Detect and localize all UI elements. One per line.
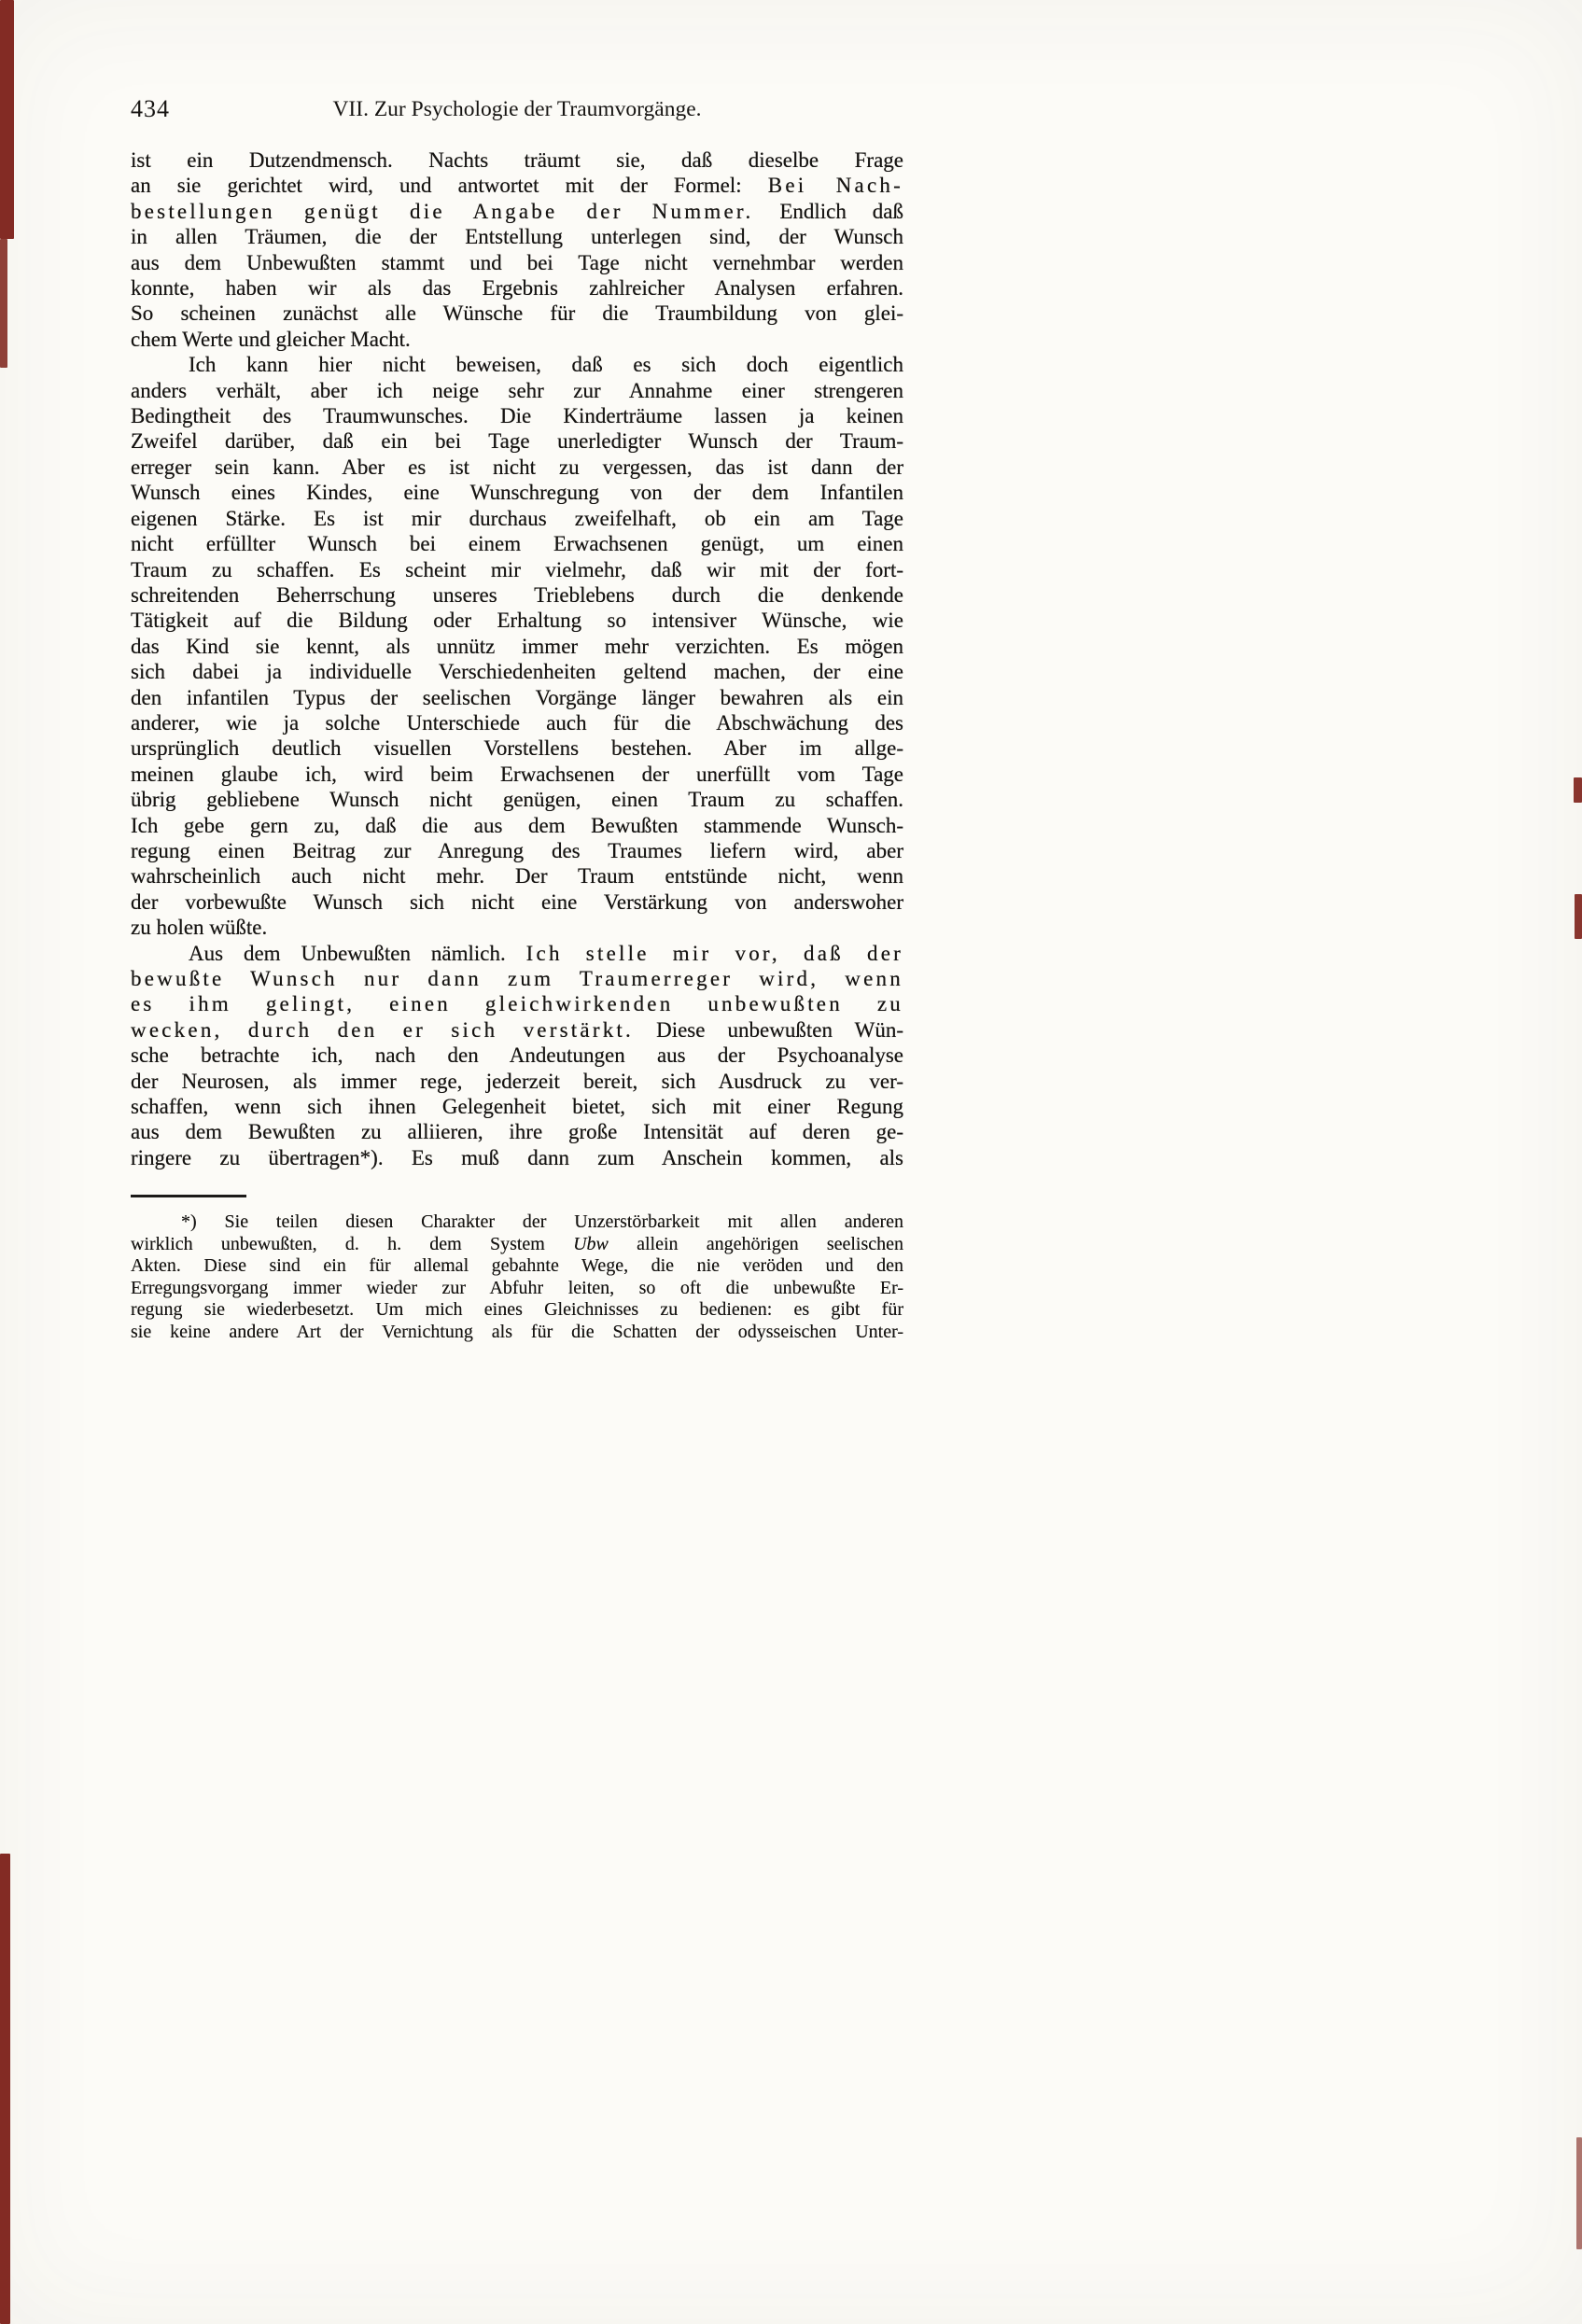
text-run: So scheinen zunächst alle Wünsche für die Traumbildung von glei- [131, 301, 903, 326]
body-line [131, 301, 903, 326]
body-line [131, 378, 903, 403]
body-line [131, 275, 903, 301]
body-line [131, 863, 903, 889]
body-line [131, 199, 903, 224]
body-line [131, 403, 903, 428]
left-bottom-edge-strip [0, 1854, 10, 2324]
body-line [131, 685, 903, 710]
text-run: übrig gebliebene Wunsch nicht genügen, einen Traum zu schaffen. [131, 788, 903, 812]
body-line [131, 1017, 903, 1043]
body-line [131, 506, 903, 531]
body-line [131, 1094, 903, 1119]
emphasized-letterspaced-text: bestellungen genügt die Angabe der Nummer. [131, 199, 754, 223]
emphasized-letterspaced-text: wecken, durch den er sich verstärkt. [131, 1017, 635, 1042]
body-line [131, 915, 903, 940]
text-run: schaffen, wenn sich ihnen Gelegenheit bietet, sich mit einer Regung [131, 1095, 903, 1119]
text-run: schreitenden Beherrschung unseres Trieblebens durch die denkende [131, 582, 903, 607]
body-line [131, 455, 903, 480]
footnote-line [131, 1211, 903, 1234]
text-run: zu holen wüßte. [131, 916, 268, 940]
body-line [131, 941, 903, 966]
running-head: VII. Zur Psychologie der Traumvorgänge. [332, 97, 702, 121]
text-run: *) Sie teilen diesen Charakter der Unzerstörbarkeit mit allen anderen [181, 1211, 903, 1232]
body-text [131, 147, 903, 1170]
footnote-text [131, 1211, 903, 1344]
body-line [131, 173, 903, 198]
body-line [131, 428, 903, 454]
italic-text: Ubw [573, 1233, 609, 1254]
text-run: Akten. Diese sind ein für allemal gebahnte Wege, die nie veröden und den [131, 1255, 903, 1277]
body-line [131, 1145, 903, 1170]
left-top-edge-strip-tail [0, 239, 7, 368]
body-line [131, 250, 903, 275]
text-run: der vorbewußte Wunsch sich nicht eine Verstärkung von anderswoher [131, 889, 903, 914]
text-run: anderer, wie ja solche Unterschiede auch für die Abschwächung des [131, 710, 903, 735]
page-number: 434 [131, 95, 170, 122]
body-line [131, 634, 903, 659]
emphasized-letterspaced-text: Ich stelle mir vor, daß der [525, 941, 903, 965]
text-run: Erregungsvorgang immer wieder zur Abfuhr leiten, so oft die unbewußte Er- [131, 1277, 903, 1298]
body-line [131, 531, 903, 556]
body-line [131, 327, 903, 352]
footnote-line [131, 1322, 903, 1344]
body-line [131, 762, 903, 787]
text-run: anders verhält, aber ich neige sehr zur Annahme einer strengeren [131, 378, 903, 402]
body-line [131, 710, 903, 735]
body-line [131, 224, 903, 249]
footnote-rule [131, 1195, 246, 1197]
page-header [131, 95, 903, 127]
text-run: Traum zu schaffen. Es scheint mir vielmehr, daß wir mit der fort- [131, 557, 903, 581]
text-run: aus dem Unbewußten stammt und bei Tage nicht vernehmbar werden [131, 250, 903, 274]
text-run: allein angehörigen seelischen [608, 1233, 904, 1254]
text-run: Aus dem Unbewußten nämlich. [189, 941, 526, 965]
footnote-line [131, 1255, 903, 1278]
text-run: sich dabei ja individuelle Verschiedenheiten geltend machen, der eine [131, 660, 903, 684]
emphasized-letterspaced-text: es ihm gelingt, einen gleichwirkenden unbewußten zu [131, 992, 903, 1016]
text-run: Wunsch eines Kindes, eine Wunschregung von der dem Infantilen [131, 481, 903, 505]
text-run: konnte, haben wir als das Ergebnis zahlreicher Analysen erfahren. [131, 276, 903, 301]
body-line [131, 889, 903, 915]
text-run: an sie gerichtet wird, und antwortet mit der Formel: [131, 174, 768, 198]
body-line [131, 813, 903, 838]
text-run: sie keine andere Art der Vernichtung als für die Schatten der odysseischen Unter- [131, 1321, 903, 1342]
text-run: wirklich unbewußten, d. h. dem System [131, 1233, 574, 1254]
text-run: erreger sein kann. Aber es ist nicht zu vergessen, das ist dann der [131, 455, 903, 479]
text-run: eigenen Stärke. Es ist mir durchaus zweifelhaft, ob ein am Tage [131, 506, 903, 530]
text-run: chem Werte und gleicher Macht. [131, 327, 411, 351]
text-run: in allen Träumen, die der Entstellung unterlegen sind, der Wunsch [131, 225, 903, 249]
body-line [131, 787, 903, 812]
body-line [131, 352, 903, 377]
text-run: den infantilen Typus der seelischen Vorgänge länger bewahren als ein [131, 685, 903, 709]
text-run: Zweifel darüber, daß ein bei Tage unerledigter Wunsch der Traum- [131, 429, 903, 454]
body-line [131, 659, 903, 684]
body-line [131, 480, 903, 505]
body-line [131, 1069, 903, 1094]
text-run: wahrscheinlich auch nicht mehr. Der Traum entstünde nicht, wenn [131, 864, 903, 889]
text-run: ursprünglich deutlich visuellen Vorstellens bestehen. Aber im allge- [131, 736, 903, 761]
right-bottom-edge-mark [1576, 2137, 1582, 2249]
footnote-line [131, 1299, 903, 1322]
text-run: ringere zu übertragen*). Es muß dann zum Anschein kommen, als [131, 1145, 903, 1169]
emphasized-letterspaced-text: Bei Nach- [767, 174, 903, 198]
text-run: ist ein Dutzendmensch. Nachts träumt sie, daß dieselbe Frage [131, 148, 903, 172]
text-run: nicht erfüllter Wunsch bei einem Erwachsenen genügt, um einen [131, 532, 903, 556]
text-run: der Neurosen, als immer rege, jederzeit bereit, sich Ausdruck zu ver- [131, 1069, 903, 1093]
body-line [131, 1119, 903, 1144]
text-run: aus dem Bewußten zu alliieren, ihre große Intensität auf deren ge- [131, 1120, 903, 1144]
body-line [131, 582, 903, 608]
right-edge-mark-2 [1575, 894, 1582, 939]
text-run: Bedingtheit des Traumwunsches. Die Kinderträume lassen ja keinen [131, 404, 903, 428]
footnote-line [131, 1278, 903, 1300]
body-line [131, 1043, 903, 1068]
body-line [131, 147, 903, 173]
text-run: regung sie wiederbesetzt. Um mich eines Gleichnisses zu bedienen: es gibt für [131, 1299, 903, 1321]
body-line [131, 608, 903, 633]
body-line [131, 735, 903, 761]
emphasized-letterspaced-text: bewußte Wunsch nur dann zum Traumerreger wird, wenn [131, 967, 903, 990]
text-run: Diese unbewußten Wün- [634, 1017, 903, 1042]
text-run: regung einen Beitrag zur Anregung des Traumes liefern wird, aber [131, 838, 903, 862]
text-run: Tätigkeit auf die Bildung oder Erhaltung so intensiver Wünsche, wie [131, 609, 903, 633]
body-line [131, 966, 903, 991]
left-top-edge-strip [0, 0, 14, 239]
right-edge-mark-1 [1574, 777, 1582, 803]
text-run: das Kind sie kennt, als unnütz immer mehr verzichten. Es mögen [131, 634, 903, 658]
text-run: Endlich daß [753, 199, 903, 223]
footnote-line [131, 1234, 903, 1256]
text-run: Ich kann hier nicht beweisen, daß es sich doch eigentlich [189, 353, 903, 377]
text-run: sche betrachte ich, nach den Andeutungen aus der Psychoanalyse [131, 1043, 903, 1068]
body-line [131, 557, 903, 582]
text-run: meinen glaube ich, wird beim Erwachsenen der unerfüllt vom Tage [131, 762, 903, 786]
body-line [131, 991, 903, 1016]
body-line [131, 838, 903, 863]
text-run: Ich gebe gern zu, daß die aus dem Bewußten stammende Wunsch- [131, 813, 903, 837]
